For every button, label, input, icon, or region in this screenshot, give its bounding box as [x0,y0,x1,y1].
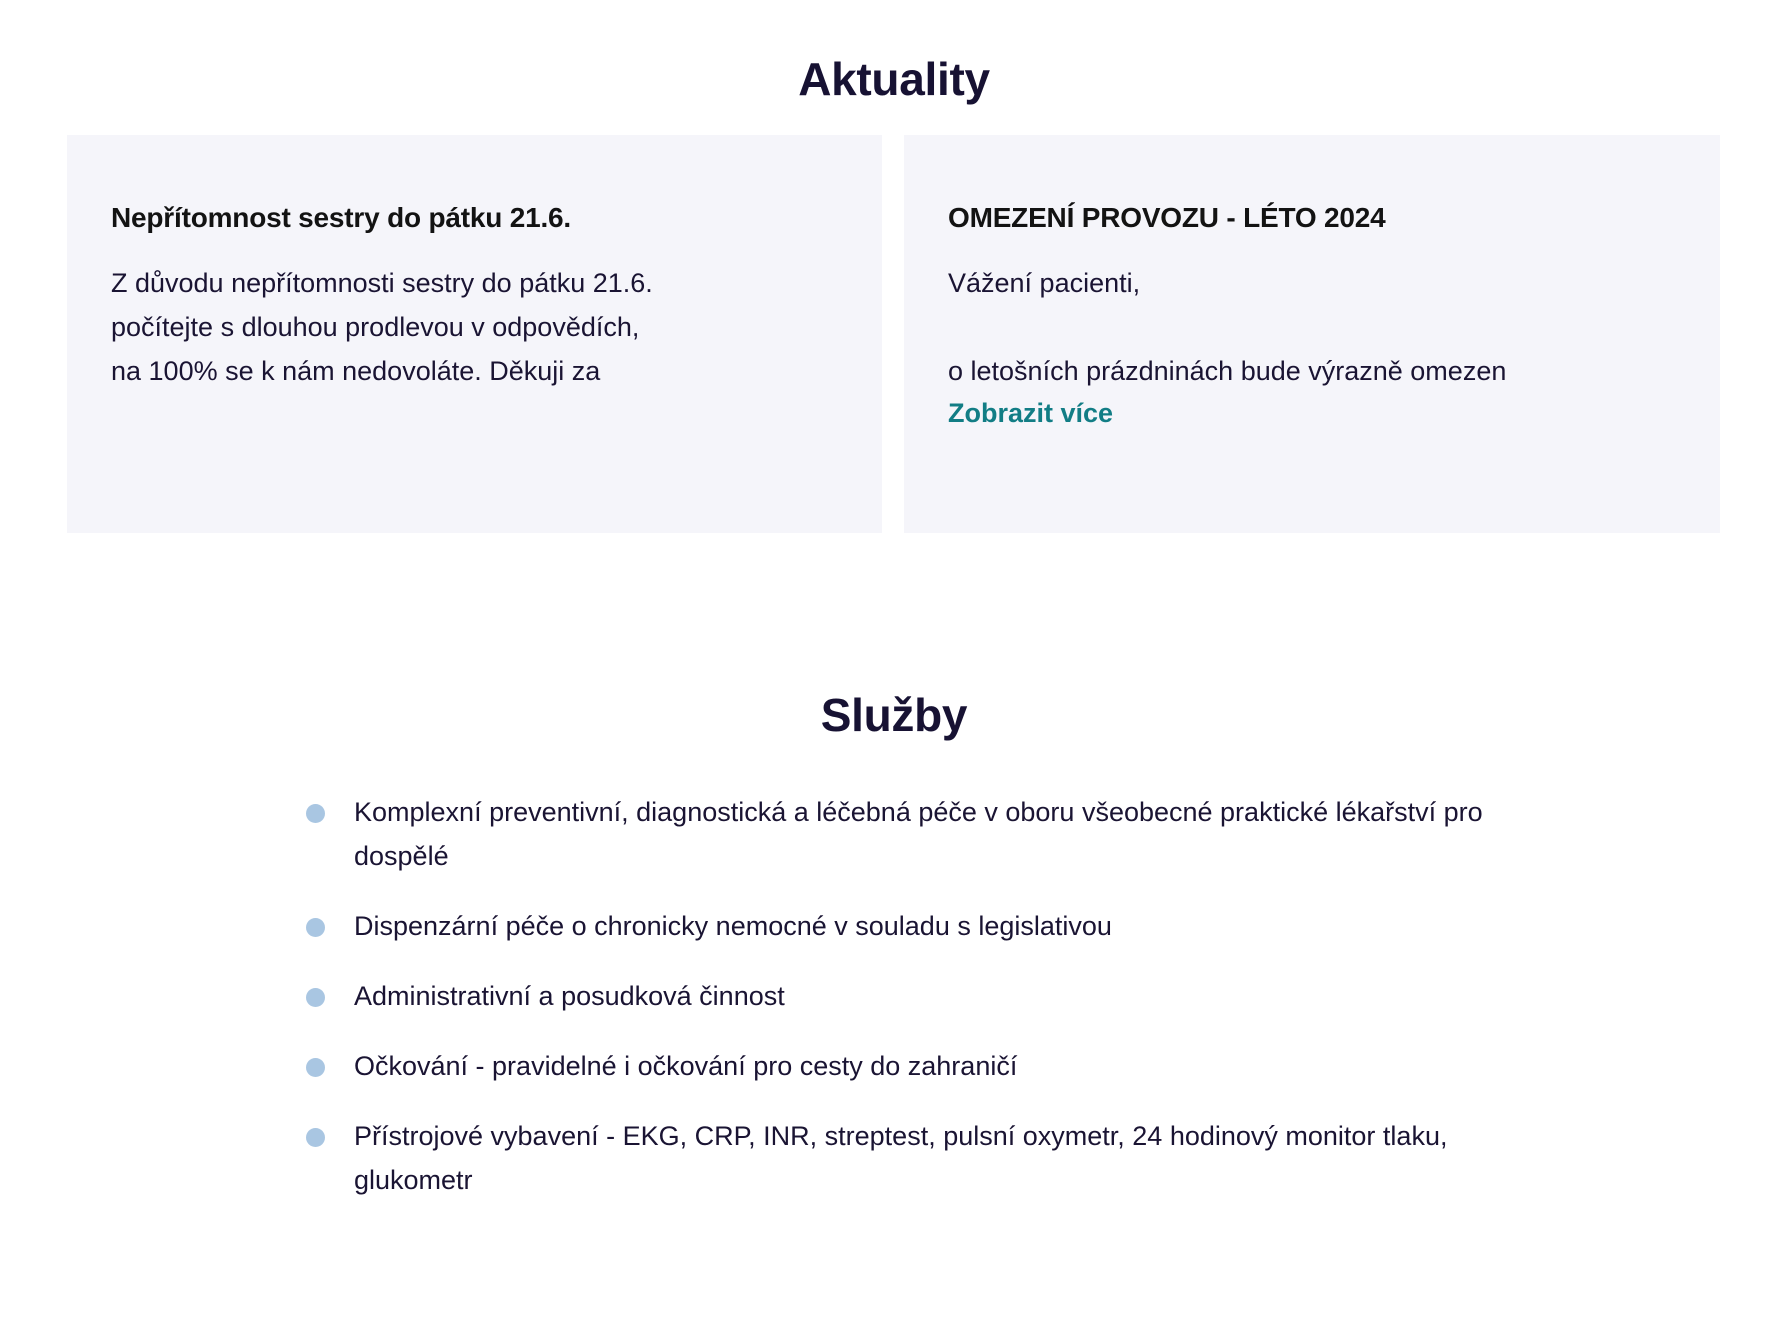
services-list [300,790,1560,1202]
news-card-line: na 100% se k nám nedovoláte. Děkuji za [111,355,601,386]
news-card-line-blank [948,305,1676,349]
news-card-grid [67,135,1720,533]
services-section-title: Služby [820,689,968,741]
news-card-heading: Nepřítomnost sestry do pátku 21.6. [111,202,571,233]
news-card-line: Vážení pacienti, [948,267,1141,298]
bullet-icon [306,1058,325,1077]
show-more-link[interactable]: Zobrazit více [948,398,1114,428]
news-card-body [111,261,838,393]
news-card-line: Z důvodu nepřítomnosti sestry do pátku 21.6. [111,267,653,298]
list-item [300,790,1560,878]
services-section-header [0,688,1788,742]
bullet-icon [306,918,325,937]
news-card-line: počítejte s dlouhou prodlevou v odpovědích, [111,311,640,342]
list-item [300,974,1560,1018]
news-section-header [0,52,1788,106]
list-item [300,1044,1560,1088]
service-item-label: Dispenzární péče o chronicky nemocné v souladu s legislativou [354,911,1112,941]
news-card[interactable] [904,135,1720,533]
service-item-label: Komplexní preventivní, diagnostická a léčebná péče v oboru všeobecné praktické lékařství pro dospělé [354,797,1483,871]
news-section-title: Aktuality [798,53,990,105]
list-item [300,1114,1560,1202]
news-card-heading: OMEZENÍ PROVOZU - LÉTO 2024 [948,202,1386,233]
service-item-label: Očkování - pravidelné i očkování pro cesty do zahraničí [354,1051,1018,1081]
news-card-body [948,261,1676,393]
list-item [300,904,1560,948]
bullet-icon [306,804,325,823]
news-card-line: o letošních prázdninách bude výrazně omezen [948,355,1507,386]
bullet-icon [306,1128,325,1147]
news-card[interactable] [67,135,882,533]
bullet-icon [306,988,325,1007]
service-item-label: Přístrojové vybavení - EKG, CRP, INR, streptest, pulsní oxymetr, 24 hodinový monitor tlaku, glukometr [354,1121,1448,1195]
service-item-label: Administrativní a posudková činnost [354,981,785,1011]
